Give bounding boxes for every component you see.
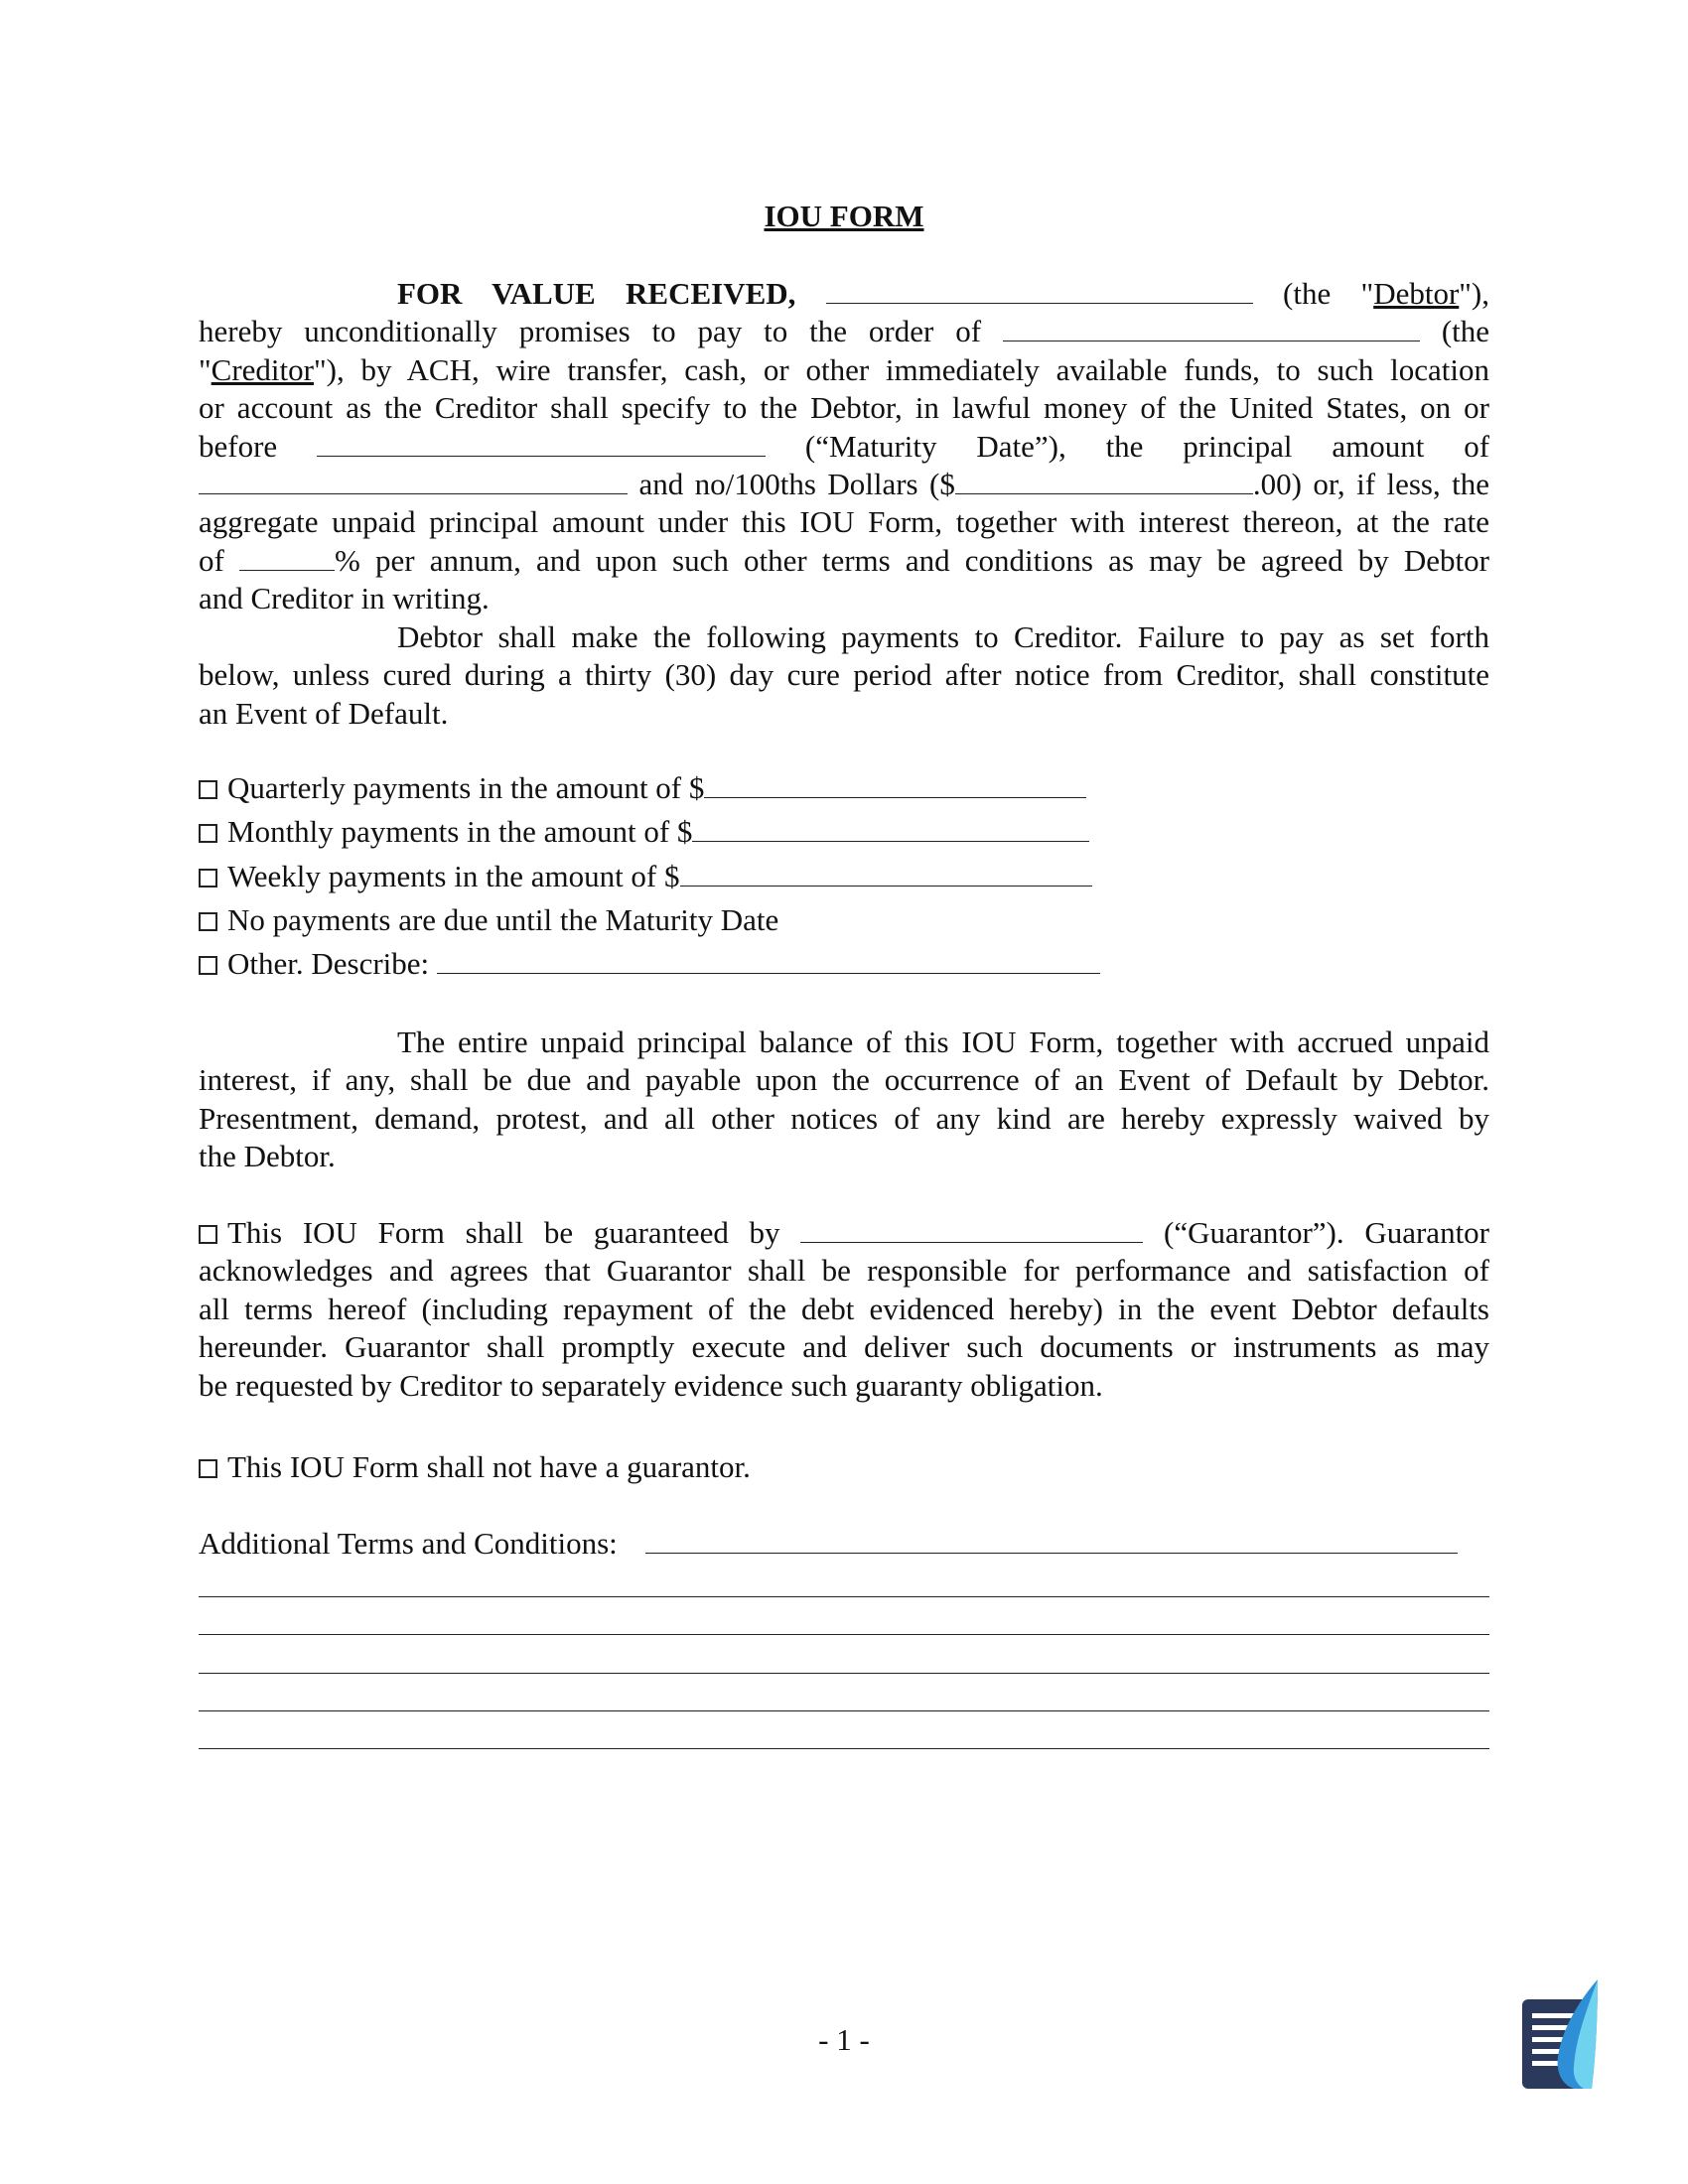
checkbox-icon[interactable] bbox=[199, 824, 217, 843]
intro-line-1: FOR VALUE RECEIVED, (the "Debtor"), bbox=[397, 276, 1489, 311]
paragraph-default bbox=[199, 1024, 1489, 1176]
interest-rate-blank[interactable] bbox=[239, 542, 335, 571]
page-title: IOU FORM bbox=[764, 199, 924, 233]
intro-line-5: before (“Maturity Date”), the principal amount of bbox=[199, 428, 1489, 464]
paragraph-payments-intro bbox=[199, 618, 1489, 733]
default-line-2: interest, if any, shall be due and payable upon the occurrence of an Event of Default by Debtor. bbox=[199, 1062, 1489, 1098]
additional-terms-line[interactable] bbox=[199, 1634, 1489, 1635]
additional-terms-line[interactable] bbox=[199, 1673, 1489, 1674]
weekly-amount-blank[interactable] bbox=[680, 858, 1092, 887]
other-description-blank[interactable] bbox=[437, 945, 1100, 974]
guarantor-line-1: This IOU Form shall be guaranteed by (“Guarantor”). Guarantor bbox=[199, 1214, 1489, 1252]
payment-option-other: Other. Describe: bbox=[199, 945, 1100, 983]
additional-terms-line[interactable] bbox=[199, 1748, 1489, 1749]
payment-option-quarterly: Quarterly payments in the amount of $ bbox=[199, 769, 1086, 807]
maturity-date-blank[interactable] bbox=[317, 428, 766, 457]
additional-terms-line[interactable] bbox=[199, 1596, 1489, 1597]
checkbox-icon[interactable] bbox=[199, 869, 217, 887]
guarantor-line-5: be requested by Creditor to separately evidence such guaranty obligation. bbox=[199, 1367, 1103, 1403]
checkbox-icon[interactable] bbox=[199, 912, 217, 931]
payments-intro-line-3: an Event of Default. bbox=[199, 695, 449, 731]
intro-line-2: hereby unconditionally promises to pay to the order of (the bbox=[199, 314, 1489, 349]
checkbox-icon[interactable] bbox=[199, 1459, 217, 1478]
payment-option-weekly: Weekly payments in the amount of $ bbox=[199, 858, 1092, 895]
guarantor-line-4: hereunder. Guarantor shall promptly execute and deliver such documents or instruments as may bbox=[199, 1329, 1489, 1365]
checkbox-icon[interactable] bbox=[199, 956, 217, 975]
document-quill-logo-icon bbox=[1522, 1978, 1600, 2091]
debtor-name-blank[interactable] bbox=[826, 275, 1253, 304]
intro-line-8: of % per annum, and upon such other terms and conditions as may be agreed by Debtor bbox=[199, 542, 1489, 578]
default-line-4: the Debtor. bbox=[199, 1139, 336, 1174]
additional-terms-line[interactable] bbox=[199, 1710, 1489, 1711]
no-guarantor-option: This IOU Form shall not have a guarantor. bbox=[199, 1448, 751, 1486]
paragraph-guarantor bbox=[199, 1214, 1489, 1405]
intro-line-9: and Creditor in writing. bbox=[199, 581, 490, 616]
guarantor-line-3: all terms hereof (including repayment of the debt evidenced hereby) in the event Debtor defaults bbox=[199, 1291, 1489, 1326]
creditor-name-blank[interactable] bbox=[1003, 313, 1420, 341]
monthly-amount-blank[interactable] bbox=[692, 813, 1089, 842]
payment-option-monthly: Monthly payments in the amount of $ bbox=[199, 813, 1089, 851]
payment-option-none: No payments are due until the Maturity Date bbox=[199, 901, 778, 939]
principal-words-blank[interactable] bbox=[199, 466, 628, 494]
checkbox-icon[interactable] bbox=[199, 1225, 217, 1244]
additional-terms: Additional Terms and Conditions: bbox=[199, 1525, 1458, 1563]
paragraph-intro bbox=[199, 275, 1489, 618]
quarterly-amount-blank[interactable] bbox=[704, 769, 1086, 798]
intro-line-6: and no/100ths Dollars ($ .00) or, if less, the bbox=[199, 466, 1489, 503]
default-line-3: Presentment, demand, protest, and all other notices of any kind are hereby expressly waived by bbox=[199, 1100, 1489, 1136]
intro-line-4: or account as the Creditor shall specify to the Debtor, in lawful money of the United States, on or bbox=[199, 390, 1489, 426]
payments-intro-line-2: below, unless cured during a thirty (30) day cure period after notice from Creditor, shall constitute bbox=[199, 657, 1489, 693]
checkbox-icon[interactable] bbox=[199, 780, 217, 799]
intro-line-3: "Creditor"), by ACH, wire transfer, cash, or other immediately available funds, to such location bbox=[199, 351, 1489, 387]
default-line-1: The entire unpaid principal balance of this IOU Form, together with accrued unpaid bbox=[397, 1024, 1489, 1059]
guarantor-name-blank[interactable] bbox=[800, 1214, 1143, 1243]
page-number: - 1 - bbox=[818, 2022, 870, 2057]
payments-intro-line-1: Debtor shall make the following payments to Creditor. Failure to pay as set forth bbox=[397, 619, 1489, 654]
guarantor-line-2: acknowledges and agrees that Guarantor shall be responsible for performance and satisfaction of bbox=[199, 1253, 1489, 1289]
principal-amount-blank[interactable] bbox=[955, 466, 1253, 494]
intro-line-7: aggregate unpaid principal amount under this IOU Form, together with interest thereon, at the rate bbox=[199, 504, 1489, 540]
additional-terms-blank[interactable] bbox=[645, 1525, 1458, 1554]
